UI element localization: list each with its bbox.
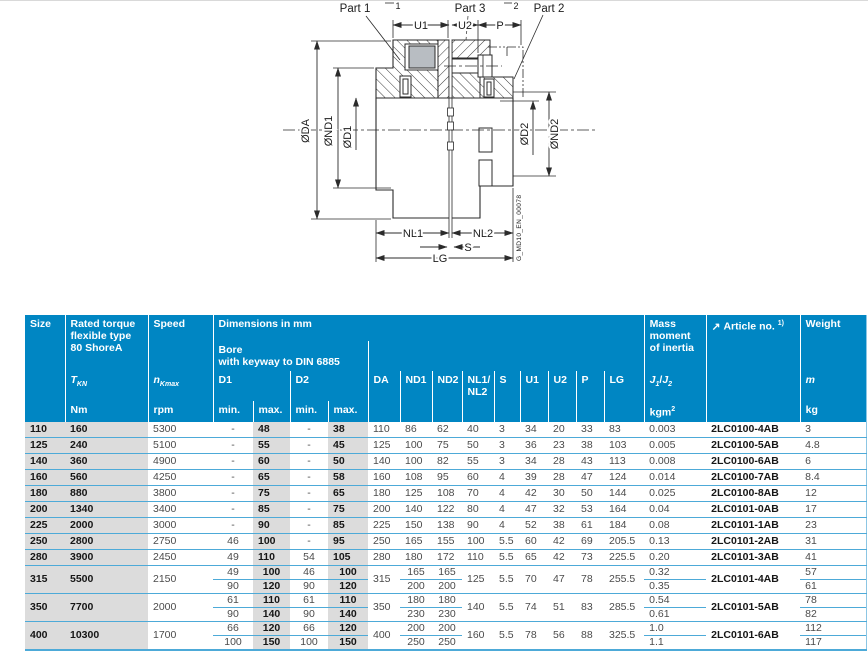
cell-p: 47 <box>576 469 604 485</box>
cell-rated-torque: 240 <box>65 437 148 453</box>
cell-weight: 3 <box>800 422 866 438</box>
cell-d1-max: 90 <box>253 517 290 533</box>
cell-p: 73 <box>576 549 604 565</box>
cell-nl1-nl2: 70 <box>462 485 494 501</box>
cell-nd1: 150 <box>400 517 432 533</box>
cell-s: 4 <box>494 517 520 533</box>
cell-s: 4 <box>494 485 520 501</box>
cell-lg: 103 <box>604 437 644 453</box>
table-header <box>25 315 866 422</box>
cell-u1: 52 <box>520 517 548 533</box>
cell-u2: 23 <box>548 437 576 453</box>
cell-nd1: 108 <box>400 469 432 485</box>
cell-inertia: 1.0 1.1 <box>644 621 706 650</box>
cell-speed: 4900 <box>148 453 213 469</box>
cell-weight: 57 61 <box>800 565 866 593</box>
cell-article-no[interactable]: 2LC0101-4AB <box>706 565 800 593</box>
cell-nl1-nl2: 40 <box>462 422 494 438</box>
cell-d2-min: - <box>290 437 328 453</box>
cell-weight: 78 82 <box>800 593 866 621</box>
cell-da: 125 <box>368 437 400 453</box>
table-row <box>25 437 866 453</box>
cell-d2-min: 66 100 <box>290 621 328 650</box>
cell-nd2: 180 230 <box>432 593 462 621</box>
cell-weight: 12 <box>800 485 866 501</box>
cell-d2-max: 95 <box>328 533 368 549</box>
cell-da: 160 <box>368 469 400 485</box>
col-header-lg: LG <box>604 371 644 422</box>
cell-s: 4 <box>494 501 520 517</box>
cell-lg: 83 <box>604 422 644 438</box>
cell-size: 350 <box>25 593 65 621</box>
cell-d2-min: - <box>290 422 328 438</box>
cell-nd2: 75 <box>432 437 462 453</box>
col-header-nl: NL1/ NL2 <box>462 371 494 422</box>
cell-rated-torque: 880 <box>65 485 148 501</box>
unit-d1-min: min. <box>213 401 253 422</box>
cell-p: 88 <box>576 621 604 650</box>
cell-size: 280 <box>25 549 65 565</box>
unit-d2-max: max. <box>328 401 368 422</box>
cell-lg: 164 <box>604 501 644 517</box>
cell-d2-max: 75 <box>328 501 368 517</box>
cell-u2: 51 <box>548 593 576 621</box>
cell-s: 5.5 <box>494 533 520 549</box>
cell-article-no[interactable]: 2LC0100-8AB <box>706 485 800 501</box>
cell-u1: 60 <box>520 533 548 549</box>
cell-nd2: 200 250 <box>432 621 462 650</box>
cell-d1-max: 120 150 <box>253 621 290 650</box>
coupling-section-upper <box>376 40 523 218</box>
cell-d1-min: 49 90 <box>213 565 253 593</box>
col-header-nd1: ND1 <box>400 371 432 422</box>
cell-rated-torque: 2800 <box>65 533 148 549</box>
cell-p: 61 <box>576 517 604 533</box>
cell-p: 33 <box>576 422 604 438</box>
cell-p: 53 <box>576 501 604 517</box>
cell-d2-min: 54 <box>290 549 328 565</box>
cell-size: 110 <box>25 422 65 438</box>
dim-nd2: ØND2 <box>549 118 561 150</box>
cell-nd2: 82 <box>432 453 462 469</box>
footnote-mark-1: 1 <box>395 1 401 11</box>
cell-weight: 8.4 <box>800 469 866 485</box>
cell-lg: 285.5 <box>604 593 644 621</box>
table-row <box>25 453 866 469</box>
cell-s: 5.5 <box>494 565 520 593</box>
cell-u1: 47 <box>520 501 548 517</box>
cell-size: 400 <box>25 621 65 650</box>
col-header-size: Size <box>25 315 65 422</box>
cell-rated-torque: 3900 <box>65 549 148 565</box>
cell-u2: 42 <box>548 549 576 565</box>
col-header-da: DA <box>368 371 400 422</box>
cell-inertia: 0.32 0.35 <box>644 565 706 593</box>
cell-size: 140 <box>25 453 65 469</box>
cell-d1-min: - <box>213 469 253 485</box>
table-body <box>25 422 866 650</box>
table-row <box>25 485 866 501</box>
cell-nd2: 108 <box>432 485 462 501</box>
cell-u2: 28 <box>548 469 576 485</box>
cell-u1: 74 <box>520 593 548 621</box>
cell-d2-max: 110 140 <box>328 593 368 621</box>
dim-d2: ØD2 <box>519 122 531 146</box>
col-header-article: ↗ Article no. $^{1)}$ <box>706 315 800 422</box>
cell-d1-max: 55 <box>253 437 290 453</box>
cell-weight: 17 <box>800 501 866 517</box>
cell-nd1: 140 <box>400 501 432 517</box>
dim-nl1: NL1 <box>402 228 424 240</box>
cell-article-no[interactable]: 2LC0100-7AB <box>706 469 800 485</box>
col-header-nd2: ND2 <box>432 371 462 422</box>
cell-d2-max: 100 120 <box>328 565 368 593</box>
cell-size: 125 <box>25 437 65 453</box>
col-header-mass-moment: Mass moment of inertia <box>644 315 706 371</box>
cell-d2-max: 105 <box>328 549 368 565</box>
cell-speed: 2750 <box>148 533 213 549</box>
cell-d1-min: - <box>213 437 253 453</box>
cell-weight: 4.8 <box>800 437 866 453</box>
cell-rated-torque: 560 <box>65 469 148 485</box>
cell-u2: 47 <box>548 565 576 593</box>
cell-u2: 38 <box>548 517 576 533</box>
col-header-u2: U2 <box>548 371 576 422</box>
cell-da: 225 <box>368 517 400 533</box>
table-row <box>25 533 866 549</box>
unit-rpm: rpm <box>148 401 213 422</box>
cell-d1-min: 49 <box>213 549 253 565</box>
cell-p: 50 <box>576 485 604 501</box>
cell-nd2: 155 <box>432 533 462 549</box>
cell-nl1-nl2: 50 <box>462 437 494 453</box>
cell-nl1-nl2: 125 <box>462 565 494 593</box>
cell-nl1-nl2: 100 <box>462 533 494 549</box>
table-row <box>25 621 866 650</box>
cell-nd1: 200 250 <box>400 621 432 650</box>
cell-size: 250 <box>25 533 65 549</box>
cell-s: 4 <box>494 469 520 485</box>
cell-speed: 4250 <box>148 469 213 485</box>
cell-weight: 23 <box>800 517 866 533</box>
cell-inertia: 0.54 0.61 <box>644 593 706 621</box>
cell-rated-torque: 5500 <box>65 565 148 593</box>
cell-u1: 34 <box>520 453 548 469</box>
cell-nl1-nl2: 160 <box>462 621 494 650</box>
cell-d1-max: 85 <box>253 501 290 517</box>
cell-size: 160 <box>25 469 65 485</box>
dim-lg: LG <box>432 253 448 265</box>
cell-d2-min: - <box>290 517 328 533</box>
cell-s: 3 <box>494 437 520 453</box>
cell-weight: 6 <box>800 453 866 469</box>
cell-d1-max: 65 <box>253 469 290 485</box>
cell-nd1: 86 <box>400 422 432 438</box>
table-row <box>25 593 866 621</box>
cell-article-no[interactable]: 2LC0100-4AB <box>706 422 800 438</box>
link-arrow-icon: ↗ <box>711 320 721 333</box>
col-header-bore: Bore with keyway to DIN 6885 <box>213 341 368 371</box>
cell-da: 110 <box>368 422 400 438</box>
table-row <box>25 469 866 485</box>
elastomer-element <box>409 46 435 68</box>
col-header-d2: D2 <box>290 371 368 401</box>
cell-d2-max: 65 <box>328 485 368 501</box>
cell-size: 315 <box>25 565 65 593</box>
coupling-drawing <box>0 0 868 310</box>
dim-p: P <box>496 20 504 32</box>
table-row <box>25 422 866 438</box>
cell-article-no[interactable]: 2LC0101-0AB <box>706 501 800 517</box>
cell-d1-min: - <box>213 453 253 469</box>
cell-s: 3 <box>494 422 520 438</box>
cell-s: 3 <box>494 453 520 469</box>
cell-u1: 36 <box>520 437 548 453</box>
cell-speed: 2000 <box>148 593 213 621</box>
col-header-dimensions: Dimensions in mm <box>213 315 644 341</box>
drawing-id-watermark: G_MD10_EN_00078 <box>516 194 523 261</box>
cell-rated-torque: 360 <box>65 453 148 469</box>
cell-u1: 78 <box>520 621 548 650</box>
cell-d1-max: 100 120 <box>253 565 290 593</box>
cell-s: 5.5 <box>494 593 520 621</box>
dim-s: S <box>464 242 472 254</box>
cell-article-no[interactable]: 2LC0101-6AB <box>706 621 800 650</box>
spec-table <box>25 315 867 651</box>
cell-nd2: 138 <box>432 517 462 533</box>
cell-u1: 42 <box>520 485 548 501</box>
cell-article-no[interactable]: 2LC0101-1AB <box>706 517 800 533</box>
cell-da: 315 <box>368 565 400 593</box>
col-header-u1: U1 <box>520 371 548 422</box>
cell-s: 5.5 <box>494 621 520 650</box>
part3-label: Part 3 <box>454 3 486 15</box>
cell-speed: 3400 <box>148 501 213 517</box>
dim-nd1: ØND1 <box>323 115 335 147</box>
cell-d2-max: 38 <box>328 422 368 438</box>
cell-d2-min: - <box>290 533 328 549</box>
cell-lg: 255.5 <box>604 565 644 593</box>
cell-u2: 56 <box>548 621 576 650</box>
cell-nl1-nl2: 60 <box>462 469 494 485</box>
cell-nl1-nl2: 80 <box>462 501 494 517</box>
dim-u1: U1 <box>413 20 429 32</box>
cell-weight: 112 117 <box>800 621 866 650</box>
cell-nl1-nl2: 55 <box>462 453 494 469</box>
cell-speed: 3800 <box>148 485 213 501</box>
cell-nl1-nl2: 110 <box>462 549 494 565</box>
cell-u1: 70 <box>520 565 548 593</box>
cell-weight: 31 <box>800 533 866 549</box>
cell-nl1-nl2: 140 <box>462 593 494 621</box>
cell-size: 180 <box>25 485 65 501</box>
cell-da: 250 <box>368 533 400 549</box>
cell-speed: 5100 <box>148 437 213 453</box>
cell-rated-torque: 10300 <box>65 621 148 650</box>
cell-rated-torque: 1340 <box>65 501 148 517</box>
cell-speed: 1700 <box>148 621 213 650</box>
cell-article-no[interactable]: 2LC0101-3AB <box>706 549 800 565</box>
cell-da: 200 <box>368 501 400 517</box>
col-header-p: P <box>576 371 604 422</box>
cell-nd2: 95 <box>432 469 462 485</box>
cell-d1-max: 110 140 <box>253 593 290 621</box>
cell-p: 38 <box>576 437 604 453</box>
col-header-m: m <box>800 371 866 401</box>
cell-u2: 30 <box>548 485 576 501</box>
cell-rated-torque: 7700 <box>65 593 148 621</box>
cell-da: 400 <box>368 621 400 650</box>
cell-d1-min: 66 100 <box>213 621 253 650</box>
cell-rated-torque: 2000 <box>65 517 148 533</box>
cell-nd2: 122 <box>432 501 462 517</box>
cell-d1-min: - <box>213 422 253 438</box>
cell-d1-max: 110 <box>253 549 290 565</box>
cell-d2-max: 50 <box>328 453 368 469</box>
col-header-speed: Speed <box>148 315 213 371</box>
cell-nl1-nl2: 90 <box>462 517 494 533</box>
cell-nd1: 165 <box>400 533 432 549</box>
cell-nd1: 180 <box>400 549 432 565</box>
dim-nl2: NL2 <box>472 228 494 240</box>
cell-d2-min: - <box>290 469 328 485</box>
coupling-outline-lower <box>376 98 513 218</box>
cell-d1-min: 46 <box>213 533 253 549</box>
unit-nm: Nm <box>65 401 148 422</box>
cell-lg: 184 <box>604 517 644 533</box>
cell-u2: 20 <box>548 422 576 438</box>
cell-da: 350 <box>368 593 400 621</box>
cell-inertia: 0.025 <box>644 485 706 501</box>
cell-inertia: 0.003 <box>644 422 706 438</box>
cell-d1-max: 48 <box>253 422 290 438</box>
cell-speed: 3000 <box>148 517 213 533</box>
cell-nd2: 62 <box>432 422 462 438</box>
cell-speed: 5300 <box>148 422 213 438</box>
col-header-d1: D1 <box>213 371 290 401</box>
cell-d2-min: - <box>290 453 328 469</box>
cell-nd1: 100 <box>400 453 432 469</box>
cell-u2: 32 <box>548 501 576 517</box>
cell-inertia: 0.005 <box>644 437 706 453</box>
cell-p: 43 <box>576 453 604 469</box>
cell-d2-min: - <box>290 485 328 501</box>
cell-article-no[interactable]: 2LC0100-6AB <box>706 453 800 469</box>
col-header-s: S <box>494 371 520 422</box>
cell-lg: 205.5 <box>604 533 644 549</box>
cell-d1-min: - <box>213 501 253 517</box>
cell-u1: 39 <box>520 469 548 485</box>
cell-da: 280 <box>368 549 400 565</box>
part2-label: Part 2 <box>533 3 565 15</box>
cell-d2-min: - <box>290 501 328 517</box>
cell-inertia: 0.04 <box>644 501 706 517</box>
cell-d1-min: 61 90 <box>213 593 253 621</box>
cell-article-no[interactable]: 2LC0101-2AB <box>706 533 800 549</box>
cell-nd1: 100 <box>400 437 432 453</box>
cell-da: 140 <box>368 453 400 469</box>
cell-article-no[interactable]: 2LC0100-5AB <box>706 437 800 453</box>
cell-d2-max: 45 <box>328 437 368 453</box>
table-row <box>25 517 866 533</box>
cell-size: 225 <box>25 517 65 533</box>
cell-nd2: 165 200 <box>432 565 462 593</box>
col-header-weight: Weight <box>800 315 866 371</box>
dim-da: ØDA <box>300 119 312 143</box>
footnote-mark-2: 2 <box>513 1 519 11</box>
cell-nd1: 165 200 <box>400 565 432 593</box>
cell-d1-max: 75 <box>253 485 290 501</box>
cell-d1-min: - <box>213 517 253 533</box>
cell-speed: 2450 <box>148 549 213 565</box>
cell-nd1: 180 230 <box>400 593 432 621</box>
cell-inertia: 0.20 <box>644 549 706 565</box>
cell-p: 83 <box>576 593 604 621</box>
col-header-rated-torque: Rated torque flexible type 80 ShoreA <box>65 315 148 371</box>
cell-d2-min: 46 90 <box>290 565 328 593</box>
cell-lg: 225.5 <box>604 549 644 565</box>
cell-rated-torque: 160 <box>65 422 148 438</box>
cell-nd2: 172 <box>432 549 462 565</box>
cell-speed: 2150 <box>148 565 213 593</box>
cell-d1-min: - <box>213 485 253 501</box>
cell-inertia: 0.008 <box>644 453 706 469</box>
cell-weight: 41 <box>800 549 866 565</box>
cell-p: 69 <box>576 533 604 549</box>
cell-lg: 144 <box>604 485 644 501</box>
cell-d2-max: 58 <box>328 469 368 485</box>
cell-d2-min: 61 90 <box>290 593 328 621</box>
cell-d2-max: 85 <box>328 517 368 533</box>
table-row <box>25 565 866 593</box>
cell-inertia: 0.014 <box>644 469 706 485</box>
cell-u1: 65 <box>520 549 548 565</box>
cell-d2-max: 120 150 <box>328 621 368 650</box>
col-header-nkmax: $n_{Kmax}$ <box>148 371 213 401</box>
cell-nd1: 125 <box>400 485 432 501</box>
cell-d1-max: 60 <box>253 453 290 469</box>
cell-p: 78 <box>576 565 604 593</box>
footnote-ref: 1) <box>777 320 784 327</box>
cell-size: 200 <box>25 501 65 517</box>
cell-inertia: 0.13 <box>644 533 706 549</box>
unit-kgm2: kgm$^2$ <box>644 401 706 422</box>
unit-d1-max: max. <box>253 401 290 422</box>
cell-u2: 42 <box>548 533 576 549</box>
dim-d1: ØD1 <box>342 125 354 149</box>
cell-inertia: 0.08 <box>644 517 706 533</box>
cell-article-no[interactable]: 2LC0101-5AB <box>706 593 800 621</box>
table-row <box>25 549 866 565</box>
unit-kg: kg <box>800 401 866 422</box>
part1-label: Part 1 <box>339 3 371 15</box>
unit-d2-min: min. <box>290 401 328 422</box>
cell-s: 5.5 <box>494 549 520 565</box>
dim-u2: U2 <box>457 20 473 32</box>
cell-d1-max: 100 <box>253 533 290 549</box>
cell-lg: 124 <box>604 469 644 485</box>
cell-lg: 325.5 <box>604 621 644 650</box>
col-header-j: $J_1/J_2$ <box>644 371 706 401</box>
table-row <box>25 501 866 517</box>
cell-u2: 28 <box>548 453 576 469</box>
col-header-tkn: $T_{KN}$ <box>65 371 148 401</box>
cell-u1: 34 <box>520 422 548 438</box>
cell-lg: 113 <box>604 453 644 469</box>
cell-da: 180 <box>368 485 400 501</box>
